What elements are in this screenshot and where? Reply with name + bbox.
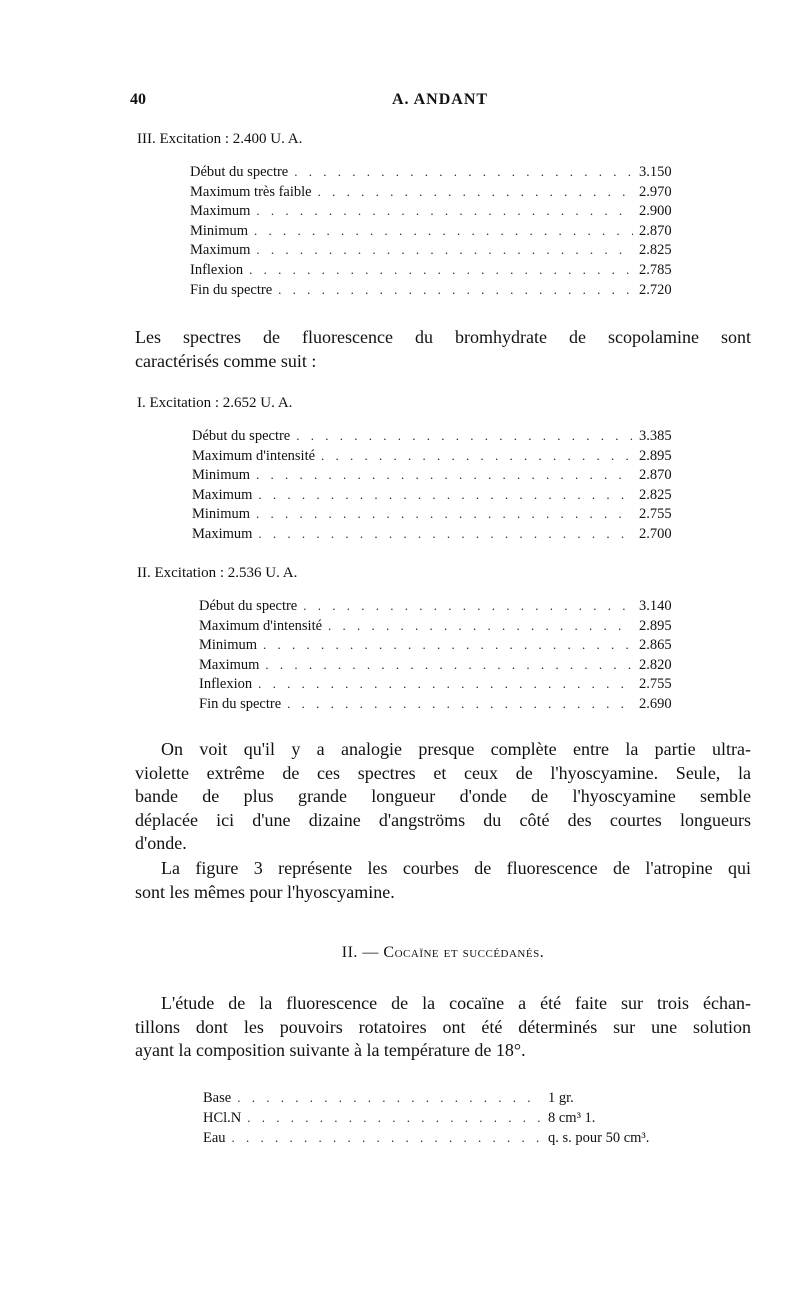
excitation-block-iii bbox=[137, 128, 697, 299]
excitation-title: II. Excitation : 2.536 U. A. bbox=[137, 565, 298, 581]
row-label: Maximum bbox=[190, 203, 251, 220]
row-label: Inflexion bbox=[190, 261, 244, 278]
row-value: 2.895 bbox=[639, 447, 672, 464]
row-value: 2.865 bbox=[639, 637, 672, 654]
row-label: Maximum d'intensité bbox=[199, 617, 323, 634]
row-label: Maximum bbox=[190, 242, 251, 259]
row-label: Base bbox=[203, 1090, 232, 1106]
row-value: 2.870 bbox=[639, 222, 672, 239]
row-label: Début du spectre bbox=[199, 598, 298, 614]
spectrum-row bbox=[192, 465, 697, 485]
spectrum-list bbox=[192, 426, 697, 544]
row-value: 2.700 bbox=[639, 525, 672, 542]
text-line: caractérisés comme suit : bbox=[135, 350, 317, 371]
row-value: 2.970 bbox=[639, 183, 672, 200]
text-line: déplacée ici d'une dizaine d'angströms du côté des courtes longueurs bbox=[135, 809, 751, 830]
text-line: La figure 3 représente les courbes de fluorescence de l'atropine qui bbox=[161, 858, 751, 878]
spectrum-list bbox=[199, 596, 697, 714]
row-label: Début du spectre bbox=[190, 164, 289, 180]
spectrum-row bbox=[192, 524, 697, 544]
text-line: On voit qu'il y a analogie presque complète entre la partie ultra- bbox=[161, 739, 751, 759]
spectrum-row bbox=[192, 446, 697, 466]
row-label: HCl.N bbox=[203, 1110, 242, 1126]
row-value: 2.870 bbox=[639, 467, 672, 484]
row-value: 2.720 bbox=[639, 281, 672, 298]
paragraph-figure-3 bbox=[135, 857, 751, 904]
text-line: bande de plus grande longueur d'onde de l'hyoscyamine semble bbox=[135, 786, 751, 806]
row-label: Maximum bbox=[192, 525, 253, 542]
row-label: Maximum bbox=[192, 486, 253, 503]
spectrum-list bbox=[190, 162, 697, 299]
row-value: 3.140 bbox=[639, 598, 672, 614]
spectrum-row bbox=[190, 240, 697, 260]
running-head: A. ANDANT bbox=[391, 91, 489, 108]
text-line: sont les mêmes pour l'hyoscyamine. bbox=[135, 881, 395, 902]
composition-row bbox=[203, 1088, 703, 1108]
paragraph-cocaine-study bbox=[135, 992, 751, 1063]
row-value: 8 cm³ 1. bbox=[548, 1110, 596, 1126]
row-value: q. s. pour 50 cm³. bbox=[548, 1130, 650, 1146]
composition-row bbox=[203, 1108, 703, 1128]
row-value: 2.825 bbox=[639, 486, 672, 503]
row-value: 2.690 bbox=[639, 695, 672, 712]
row-label: Inflexion bbox=[199, 676, 253, 693]
spectrum-row bbox=[190, 221, 697, 241]
row-label: Minimum bbox=[192, 467, 251, 484]
row-label: Maximum très faible bbox=[190, 183, 312, 200]
page-number: 40 bbox=[130, 91, 146, 108]
spectrum-row bbox=[199, 596, 697, 616]
spectrum-row bbox=[190, 182, 697, 202]
spectrum-row bbox=[190, 201, 697, 221]
spectrum-row bbox=[192, 504, 697, 524]
text-line: tillons dont les pouvoirs rotatoires ont été déterminés sur une solution bbox=[135, 1016, 751, 1037]
spectrum-row bbox=[190, 162, 697, 182]
row-label: Maximum bbox=[199, 656, 260, 673]
paragraph-scopolamine-intro bbox=[135, 326, 751, 373]
excitation-block-i bbox=[137, 392, 697, 544]
section-title bbox=[135, 944, 751, 962]
section-number: II. — bbox=[341, 944, 379, 961]
spectrum-row bbox=[199, 674, 697, 694]
row-label: Début du spectre bbox=[192, 428, 291, 444]
spectrum-row bbox=[192, 426, 697, 446]
row-value: 2.825 bbox=[639, 242, 672, 259]
row-value: 2.755 bbox=[639, 506, 672, 523]
spectrum-row bbox=[199, 694, 697, 714]
row-label: Maximum d'intensité bbox=[192, 447, 316, 464]
text-line: ayant la composition suivante à la température de 18°. bbox=[135, 1040, 526, 1060]
row-value: 3.150 bbox=[639, 164, 672, 180]
row-value: 2.895 bbox=[639, 617, 672, 634]
spectrum-row bbox=[199, 655, 697, 675]
row-label: Fin du spectre bbox=[199, 695, 282, 712]
excitation-title: I. Excitation : 2.652 U. A. bbox=[137, 395, 293, 411]
row-value: 2.755 bbox=[639, 676, 672, 693]
excitation-title: III. Excitation : 2.400 U. A. bbox=[137, 131, 303, 147]
excitation-block-ii bbox=[137, 562, 697, 714]
composition-row bbox=[203, 1128, 703, 1148]
row-value: 2.785 bbox=[639, 261, 672, 278]
spectrum-row bbox=[199, 635, 697, 655]
spectrum-row bbox=[192, 485, 697, 505]
row-label: Minimum bbox=[199, 637, 258, 654]
row-label: Minimum bbox=[192, 506, 251, 523]
row-value: 1 gr. bbox=[548, 1090, 574, 1106]
row-value: 2.900 bbox=[639, 203, 672, 220]
spectrum-row bbox=[190, 280, 697, 300]
row-label: Minimum bbox=[190, 222, 249, 239]
text-line: d'onde. bbox=[135, 833, 187, 853]
composition-table bbox=[203, 1088, 703, 1148]
page-header bbox=[130, 91, 750, 115]
text-line: L'étude de la fluorescence de la cocaïne a été faite sur trois échan- bbox=[161, 993, 751, 1013]
row-label: Eau bbox=[203, 1130, 226, 1146]
spectrum-row bbox=[199, 616, 697, 636]
section-heading: Cocaïne et succédanés. bbox=[383, 944, 545, 961]
row-value: 3.385 bbox=[639, 428, 672, 444]
spectrum-row bbox=[190, 260, 697, 280]
paragraph-analogy bbox=[135, 738, 751, 856]
row-label: Fin du spectre bbox=[190, 281, 273, 298]
row-value: 2.820 bbox=[639, 656, 672, 673]
text-line: violette extrême de ces spectres et ceux de l'hyoscyamine. Seule, la bbox=[135, 762, 751, 783]
text-line: Les spectres de fluorescence du bromhydrate de scopolamine sont bbox=[135, 327, 751, 347]
